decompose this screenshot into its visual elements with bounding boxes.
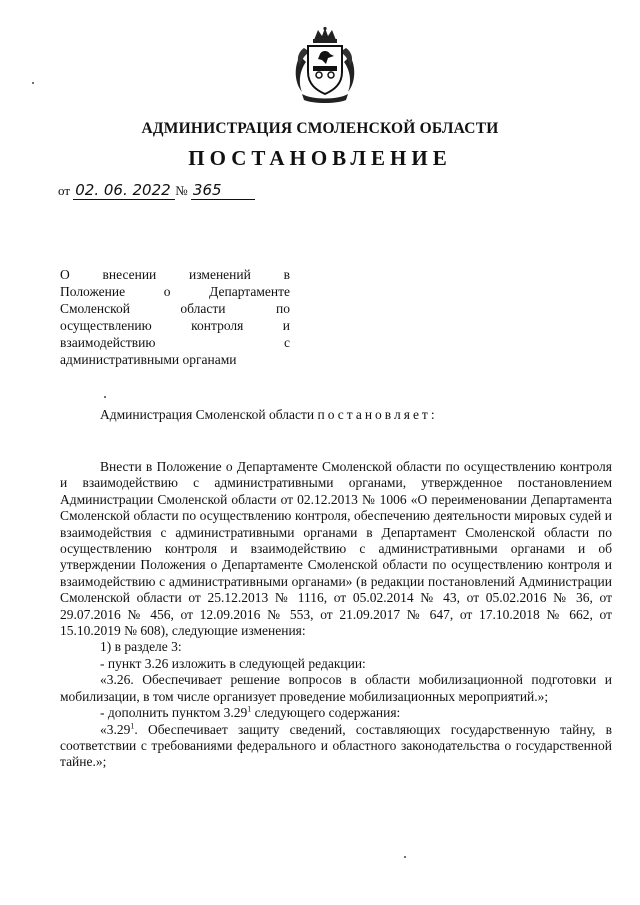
date-prefix: от — [58, 183, 71, 198]
subject-block — [60, 266, 290, 368]
paragraph-text: . Обеспечивает защиту сведений, составляющих государственную тайну, в соответствии с требованиями федерального и областного законодательства о государственной тайне.»; — [60, 721, 612, 770]
subject-line: Положение о Департаменте — [60, 284, 290, 299]
subject-line: осуществлению контроля и — [60, 318, 290, 333]
number-sign: № — [175, 183, 188, 198]
document-type-title: ПОСТАНОВЛЕНИЕ — [188, 146, 452, 170]
coat-of-arms-emblem — [292, 26, 358, 104]
preamble-verb: постановляет: — [317, 407, 438, 422]
paragraph-text: - дополнить пунктом 3.29 — [100, 705, 248, 721]
paragraph-item — [60, 705, 612, 721]
handwritten-date: 02. 06. 2022 — [73, 181, 175, 200]
paragraph-quote: «3.26. Обеспечивает решение вопросов в области мобилизационной подготовки и мобилизации, в том числе организует проведение мобилизационных мероприятий.»; — [60, 672, 612, 704]
scan-speck — [104, 396, 106, 398]
body-text — [60, 459, 612, 771]
subject-line: Смоленской области по — [60, 301, 290, 316]
subject-line: взаимодействию с — [60, 335, 290, 350]
organization-name: АДМИНИСТРАЦИЯ СМОЛЕНСКОЙ ОБЛАСТИ — [141, 120, 499, 137]
preamble-text: Администрация Смоленской области — [100, 407, 315, 422]
paragraph-text: следующего содержания: — [251, 705, 401, 721]
paragraph-section: 1) в разделе 3: — [100, 639, 182, 655]
scan-speck — [404, 856, 406, 858]
paragraph-main: Внести в Положение о Департаменте Смоленской области по осуществлению контроля и взаимодействию с административными органами, утвержденное постановлением Администрации Смоленской области от 02.12.2013 № 1006 «О переименовании Департамента Смоленской области по осуществлению контроля, обеспечению деятельности мировых судей и взаимодействия с административными органами в Департамент Смоленской области по осуществлению контроля и взаимодействию с административными органами и об утверждении Положения о Департаменте Смоленской области по осуществлению контроля и взаимодействию с административными органами» (в редакции постановлений Администрации Смоленской области от 25.12.2013 № 1116, от 05.02.2014 № 43, от 05.02.2016 № 36, от 29.07.2016 № 456, от 12.09.2016 № 553, от 21.09.2017 № 647, от 17.10.2018 № 662, от 15.10.2019 № 608), следующие изменения: — [60, 459, 612, 639]
handwritten-number: 365 — [191, 181, 255, 200]
paragraph-text: «3.29 — [100, 721, 131, 737]
superscript: 1 — [247, 704, 252, 714]
paragraph-item: - пункт 3.26 изложить в следующей редакции: — [100, 655, 366, 671]
subject-line: административными органами — [60, 352, 237, 367]
preamble — [100, 407, 438, 423]
paragraph-quote — [60, 722, 612, 771]
scan-speck — [32, 82, 34, 84]
date-number-line — [58, 181, 255, 200]
superscript: 1 — [130, 721, 135, 730]
subject-line: О внесении изменений в — [60, 267, 290, 282]
